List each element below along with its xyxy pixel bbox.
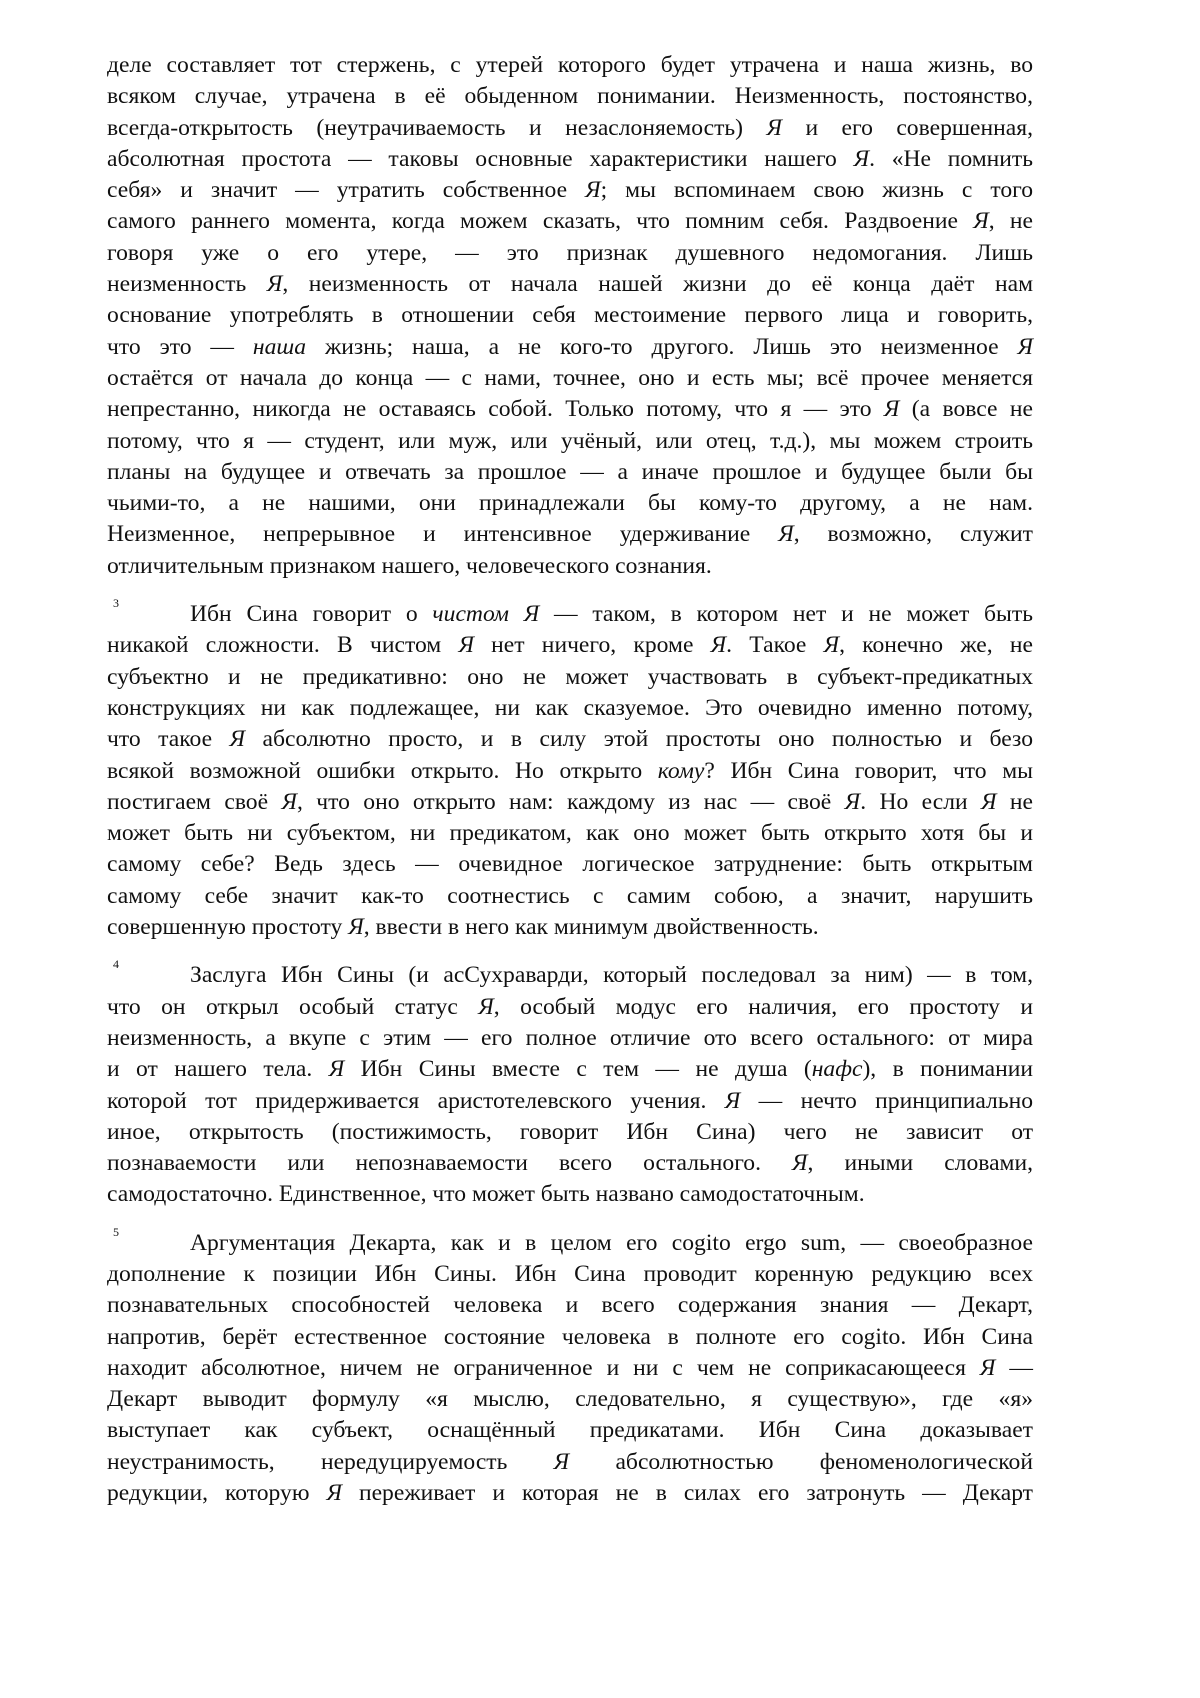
italic-text: Я	[585, 177, 601, 203]
text-segment: неизменность	[107, 271, 267, 297]
italic-text: Я	[478, 994, 494, 1020]
text-line	[107, 912, 1033, 943]
italic-text: Я	[1018, 334, 1034, 360]
paragraph	[107, 1228, 1033, 1510]
text-line	[107, 1322, 1033, 1353]
text-segment: . Но если	[860, 789, 981, 815]
text-segment: никакой сложности. В чистом	[107, 632, 458, 658]
text-segment: самого раннего момента, когда можем сказать, что помним себя. Раздвоение	[107, 208, 973, 234]
text-segment: остаётся от начала до конца — с нами, точнее, оно и есть мы; всё прочее меняется	[107, 365, 1033, 391]
text-line	[107, 992, 1033, 1023]
text-line	[107, 50, 1033, 81]
text-segment: . «Не помнить	[869, 146, 1033, 172]
text-line	[107, 269, 1033, 300]
text-segment: всяком случае, утрачена в её обыденном понимании. Неизменность, постоянство,	[107, 83, 1033, 109]
italic-text: Я	[766, 115, 782, 141]
text-segment: ), в понимании	[862, 1056, 1033, 1082]
text-line	[107, 394, 1033, 425]
text-line	[107, 1259, 1033, 1290]
text-segment: . Такое	[726, 632, 823, 658]
italic-text: Я	[281, 789, 297, 815]
text-line	[107, 724, 1033, 755]
text-segment: абсолютная простота — таковы основные характеристики нашего	[107, 146, 854, 172]
text-segment: неизменность, а вкупе с этим — его полное отличие ото всего остального: от мира	[107, 1025, 1033, 1051]
text-segment: (а вовсе не	[899, 396, 1033, 422]
text-segment: самому себе значит как-то соотнестись с самим собою, а значит, нарушить	[107, 883, 1033, 909]
text-segment: Аргументация Декарта, как и в целом его cogito ergo sum, — своеобразное	[190, 1230, 1033, 1256]
text-line	[107, 849, 1033, 880]
italic-text: Я	[884, 396, 900, 422]
italic-text: Я	[458, 632, 474, 658]
italic-text: Я	[792, 1150, 808, 1176]
italic-text: Я	[329, 1056, 345, 1082]
paragraph	[107, 599, 1033, 943]
text-segment: познавательных способностей человека и всего содержания знания — Декарт,	[107, 1292, 1033, 1318]
text-segment: иное, открытость (постижимость, говорит Ибн Сина) чего не зависит от	[107, 1119, 1033, 1145]
text-line	[107, 457, 1033, 488]
italic-text: Я	[973, 208, 989, 234]
text-line	[107, 300, 1033, 331]
text-segment: , неизменность от начала нашей жизни до её конца даёт нам	[282, 271, 1033, 297]
text-line	[107, 1384, 1033, 1415]
text-segment: Заслуга Ибн Сины (и асСухраварди, который последовал за ним) — в том,	[190, 962, 1033, 988]
text-line	[107, 1023, 1033, 1054]
italic-text: Я	[980, 1355, 996, 1381]
text-segment: субъектно и не предикативно: оно не может участвовать в субъект-предикатных	[107, 664, 1033, 690]
italic-text: Я	[824, 632, 840, 658]
text-segment: нет ничего, кроме	[474, 632, 711, 658]
text-segment: , конечно же, не	[839, 632, 1033, 658]
italic-text: Я	[348, 914, 364, 940]
text-segment: себя» и значит — утратить собственное	[107, 177, 585, 203]
text-segment: познаваемости или непознаваемости всего остального.	[107, 1150, 792, 1176]
text-segment: самодостаточно. Единственное, что может быть названо самодостаточным.	[107, 1181, 865, 1207]
text-line	[107, 363, 1033, 394]
text-line	[107, 630, 1033, 661]
text-segment: переживает и которая не в силах его затронуть — Декарт	[342, 1480, 1033, 1506]
text-segment: дополнение к позиции Ибн Сины. Ибн Сина проводит коренную редукцию всех	[107, 1261, 1033, 1287]
paragraph	[107, 50, 1033, 582]
italic-text: кому	[658, 758, 705, 784]
text-line	[107, 1148, 1033, 1179]
text-segment: основание употреблять в отношении себя местоимение первого лица и говорить,	[107, 302, 1033, 328]
italic-text: Я	[711, 632, 727, 658]
text-line	[107, 1290, 1033, 1321]
text-line	[107, 519, 1033, 550]
text-segment: , возможно, служит	[794, 521, 1033, 547]
text-line	[107, 1447, 1033, 1478]
text-segment: —	[995, 1355, 1033, 1381]
text-line	[107, 175, 1033, 206]
text-line	[107, 881, 1033, 912]
text-line	[107, 662, 1033, 693]
italic-text: Я	[326, 1480, 342, 1506]
text-segment: Ибн Сины вместе с тем — не душа (	[344, 1056, 812, 1082]
italic-text: Я	[554, 1449, 570, 1475]
text-line	[107, 818, 1033, 849]
text-segment: постигаем своё	[107, 789, 281, 815]
text-segment: абсолютно просто, и в силу этой простоты оно полностью и безо	[245, 726, 1033, 752]
text-segment: , иными словами,	[808, 1150, 1033, 1176]
text-line	[107, 1117, 1033, 1148]
text-segment: всегда-открытость (неутрачиваемость и незаслоняемость)	[107, 115, 766, 141]
text-segment: что такое	[107, 726, 230, 752]
italic-text: Я	[981, 789, 997, 815]
italic-text: нафс	[812, 1056, 863, 1082]
text-segment: всякой возможной ошибки открыто. Но открыто	[107, 758, 658, 784]
text-line	[107, 1353, 1033, 1384]
text-segment: ; мы вспоминаем свою жизнь с того	[601, 177, 1033, 203]
text-line	[107, 144, 1033, 175]
text-line	[107, 1179, 1033, 1210]
text-segment: Декарт выводит формулу «я мыслю, следовательно, я существую», где «я»	[107, 1386, 1033, 1412]
text-line	[107, 81, 1033, 112]
text-segment: чьими-то, а не нашими, они принадлежали бы кому-то другому, а не нам.	[107, 490, 1033, 516]
italic-text: Я	[778, 521, 794, 547]
text-segment: , что оно открыто нам: каждому из нас — своё	[297, 789, 845, 815]
text-segment: , не	[989, 208, 1033, 234]
text-line	[107, 1228, 1033, 1259]
text-segment: потому, что я — студент, или муж, или учёный, или отец, т.д.), мы можем строить	[107, 428, 1033, 454]
text-segment: совершенную простоту	[107, 914, 348, 940]
text-line	[107, 787, 1033, 818]
paragraph-number: 3	[113, 596, 119, 611]
text-segment: жизнь; наша, а не кого-то другого. Лишь это неизменное	[306, 334, 1017, 360]
text-segment: не	[997, 789, 1033, 815]
text-line	[107, 1054, 1033, 1085]
paragraph-number: 4	[113, 957, 119, 972]
text-segment: непрестанно, никогда не оставаясь собой. Только потому, что я — это	[107, 396, 884, 422]
italic-text: Я	[854, 146, 870, 172]
text-segment: , особый модус его наличия, его простоту и	[494, 994, 1033, 1020]
text-segment: редукции, которую	[107, 1480, 326, 1506]
text-line	[107, 599, 1033, 630]
italic-text: чистом Я	[432, 601, 539, 627]
text-line	[107, 332, 1033, 363]
italic-text: Я	[725, 1088, 741, 1114]
italic-text: наша	[253, 334, 306, 360]
text-segment: напротив, берёт естественное состояние человека в полноте его cogito. Ибн Сина	[107, 1324, 1033, 1350]
text-segment: и от нашего тела.	[107, 1056, 329, 1082]
text-line	[107, 206, 1033, 237]
text-line	[107, 693, 1033, 724]
text-line	[107, 488, 1033, 519]
text-line	[107, 1478, 1033, 1509]
text-segment: деле составляет тот стержень, с утерей которого будет утрачена и наша жизнь, во	[107, 52, 1033, 78]
text-line	[107, 1415, 1033, 1446]
italic-text: Я	[230, 726, 246, 752]
text-segment: — таком, в котором нет и не может быть	[539, 601, 1033, 627]
text-segment: планы на будущее и отвечать за прошлое — а иначе прошлое и будущее были бы	[107, 459, 1033, 485]
text-segment: отличительным признаком нашего, человеческого сознания.	[107, 553, 712, 579]
italic-text: Я	[267, 271, 283, 297]
document-page	[107, 50, 1033, 1526]
text-segment: конструкциях ни как подлежащее, ни как сказуемое. Это очевидно именно потому,	[107, 695, 1033, 721]
text-segment: и его совершенная,	[782, 115, 1033, 141]
text-segment: Неизменное, непрерывное и интенсивное удерживание	[107, 521, 778, 547]
text-line	[107, 426, 1033, 457]
text-segment: что это —	[107, 334, 253, 360]
text-segment: неустранимость, нередуцируемость	[107, 1449, 554, 1475]
text-segment: выступает как субъект, оснащённый предикатами. Ибн Сина доказывает	[107, 1417, 1033, 1443]
text-line	[107, 551, 1033, 582]
text-segment: ? Ибн Сина говорит, что мы	[704, 758, 1033, 784]
text-segment: — нечто принципиально	[740, 1088, 1033, 1114]
text-segment: может быть ни субъектом, ни предикатом, как оно может быть открыто хотя бы и	[107, 820, 1033, 846]
text-segment: Ибн Сина говорит о	[190, 601, 432, 627]
italic-text: Я	[845, 789, 861, 815]
text-segment: самому себе? Ведь здесь — очевидное логическое затруднение: быть открытым	[107, 851, 1033, 877]
text-segment: которой тот придерживается аристотелевского учения.	[107, 1088, 725, 1114]
text-segment: что он открыл особый статус	[107, 994, 478, 1020]
text-line	[107, 238, 1033, 269]
text-segment: находит абсолютное, ничем не ограниченное и ни с чем не соприкасающееся	[107, 1355, 980, 1381]
text-segment: говоря уже о его утере, — это признак душевного недомогания. Лишь	[107, 240, 1033, 266]
text-segment: абсолютностью феноменологической	[569, 1449, 1033, 1475]
text-line	[107, 1086, 1033, 1117]
paragraph-number: 5	[113, 1225, 119, 1240]
text-line	[107, 756, 1033, 787]
paragraph	[107, 960, 1033, 1210]
text-segment: , ввести в него как минимум двойственность.	[364, 914, 819, 940]
text-line	[107, 960, 1033, 991]
text-line	[107, 113, 1033, 144]
